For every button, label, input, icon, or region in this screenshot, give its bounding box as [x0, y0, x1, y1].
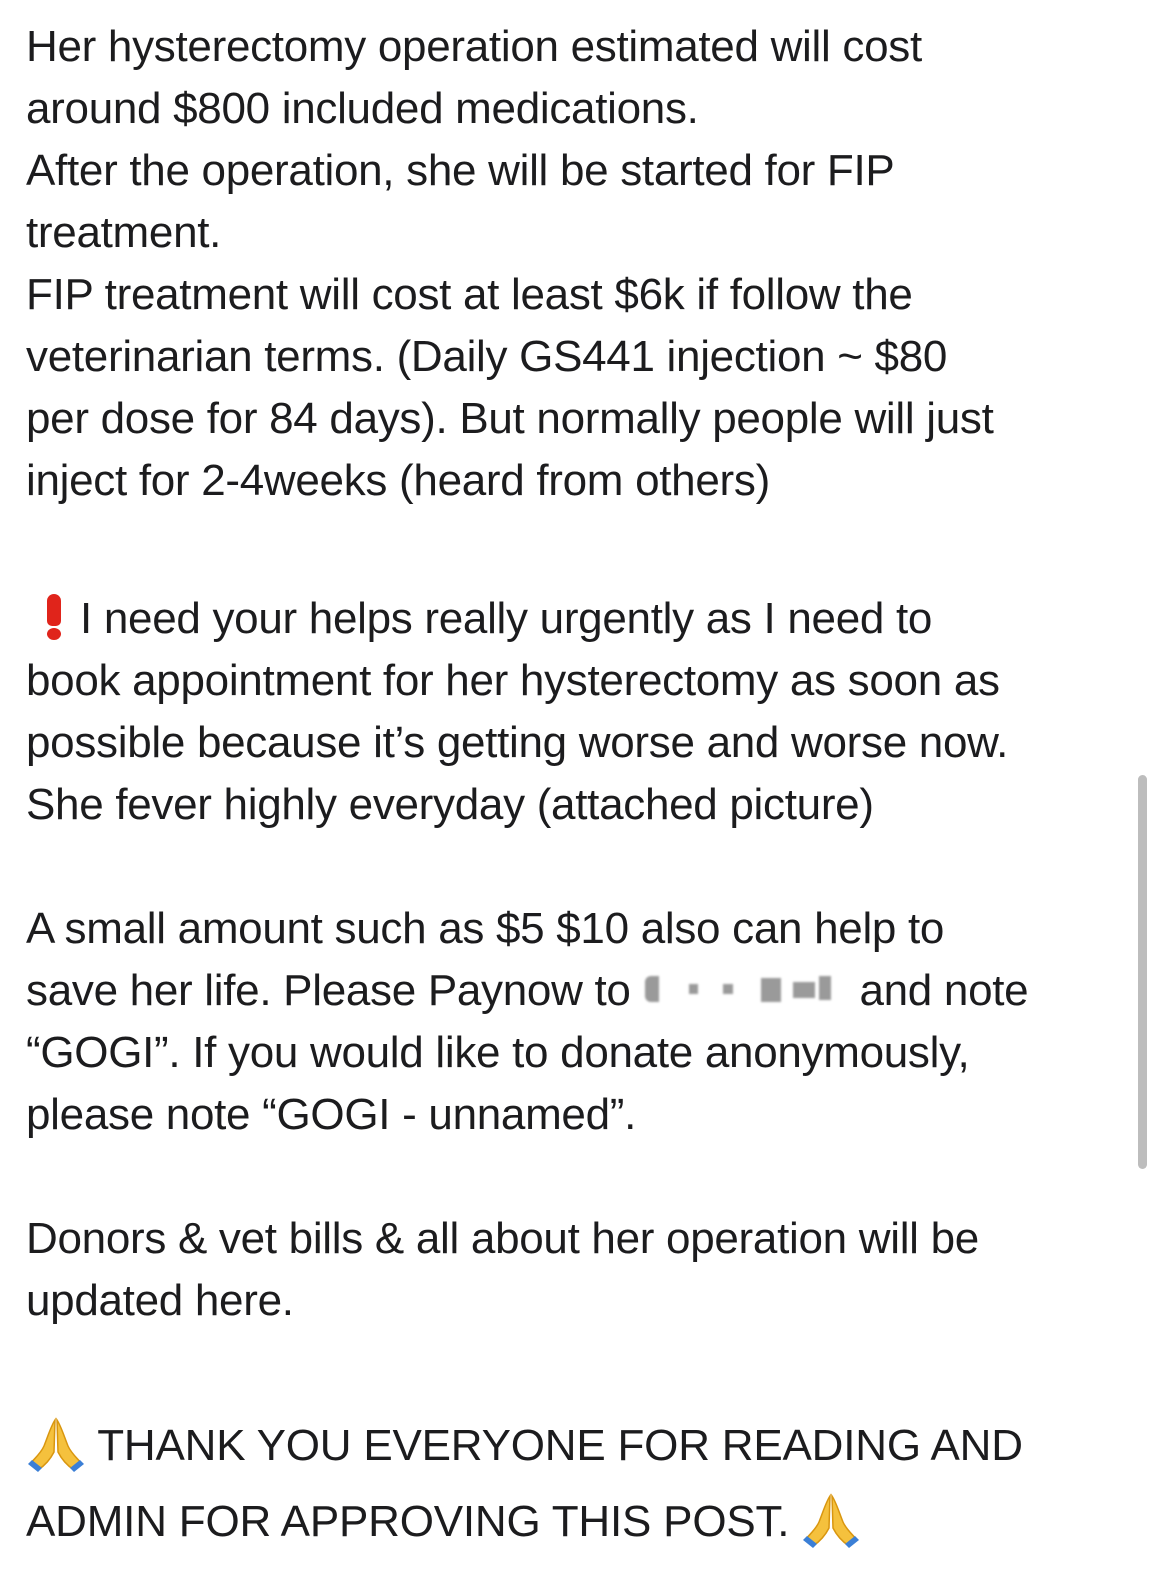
- paragraph-spacer: [26, 836, 1131, 898]
- text-line: [26, 588, 1131, 650]
- text-line: updated here.: [26, 1276, 294, 1325]
- text-line: Donors & vet bills & all about her operation will be: [26, 1214, 979, 1263]
- text-line: She fever highly everyday (attached picture): [26, 780, 874, 829]
- post-body: [26, 16, 1131, 1560]
- text-line: A small amount such as $5 $10 also can help to: [26, 904, 945, 953]
- urgent-text: I need your helps really urgently as I need to: [80, 594, 933, 643]
- paragraph-spacer: [26, 512, 1131, 588]
- vertical-scrollbar[interactable]: [1138, 775, 1147, 1169]
- text-line: Her hysterectomy operation estimated will cost: [26, 22, 922, 71]
- folded-hands-icon: [26, 1416, 86, 1472]
- text-line: book appointment for her hysterectomy as soon as: [26, 656, 1000, 705]
- urgent-paragraph: [26, 588, 1131, 836]
- paynow-text: save her life. Please Paynow to: [26, 966, 643, 1015]
- paragraph-spacer: [26, 1332, 1131, 1408]
- text-line: possible because it’s getting worse and worse now.: [26, 718, 1009, 767]
- thanks-paragraph: [26, 1408, 1131, 1560]
- text-line: please note “GOGI - unnamed”.: [26, 1090, 637, 1139]
- paragraph-spacer: [26, 1146, 1131, 1208]
- thanks-text-end: ADMIN FOR APPROVING THIS POST.: [26, 1497, 790, 1546]
- text-line: FIP treatment will cost at least $6k if follow the: [26, 270, 913, 319]
- text-line: After the operation, she will be started for FIP: [26, 146, 895, 195]
- text-line: around $800 included medications.: [26, 84, 699, 133]
- paynow-text-end: and note: [847, 966, 1029, 1015]
- text-line: [26, 1408, 1131, 1484]
- text-line: [26, 1484, 1131, 1560]
- text-line: [26, 960, 1131, 1022]
- redacted-phone-number: [643, 970, 848, 1010]
- folded-hands-icon: [801, 1492, 861, 1548]
- red-exclamation-icon: [44, 594, 64, 640]
- text-line: veterinarian terms. (Daily GS441 injection ~ $80: [26, 332, 948, 381]
- text-line: inject for 2-4weeks (heard from others): [26, 456, 770, 505]
- text-line: “GOGI”. If you would like to donate anonymously,: [26, 1028, 970, 1077]
- donation-paragraph: [26, 898, 1131, 1146]
- text-line: treatment.: [26, 208, 222, 257]
- thanks-text: THANK YOU EVERYONE FOR READING AND: [97, 1421, 1023, 1470]
- text-line: per dose for 84 days). But normally people will just: [26, 394, 994, 443]
- updates-paragraph: [26, 1208, 1131, 1332]
- cost-paragraph: [26, 16, 1131, 512]
